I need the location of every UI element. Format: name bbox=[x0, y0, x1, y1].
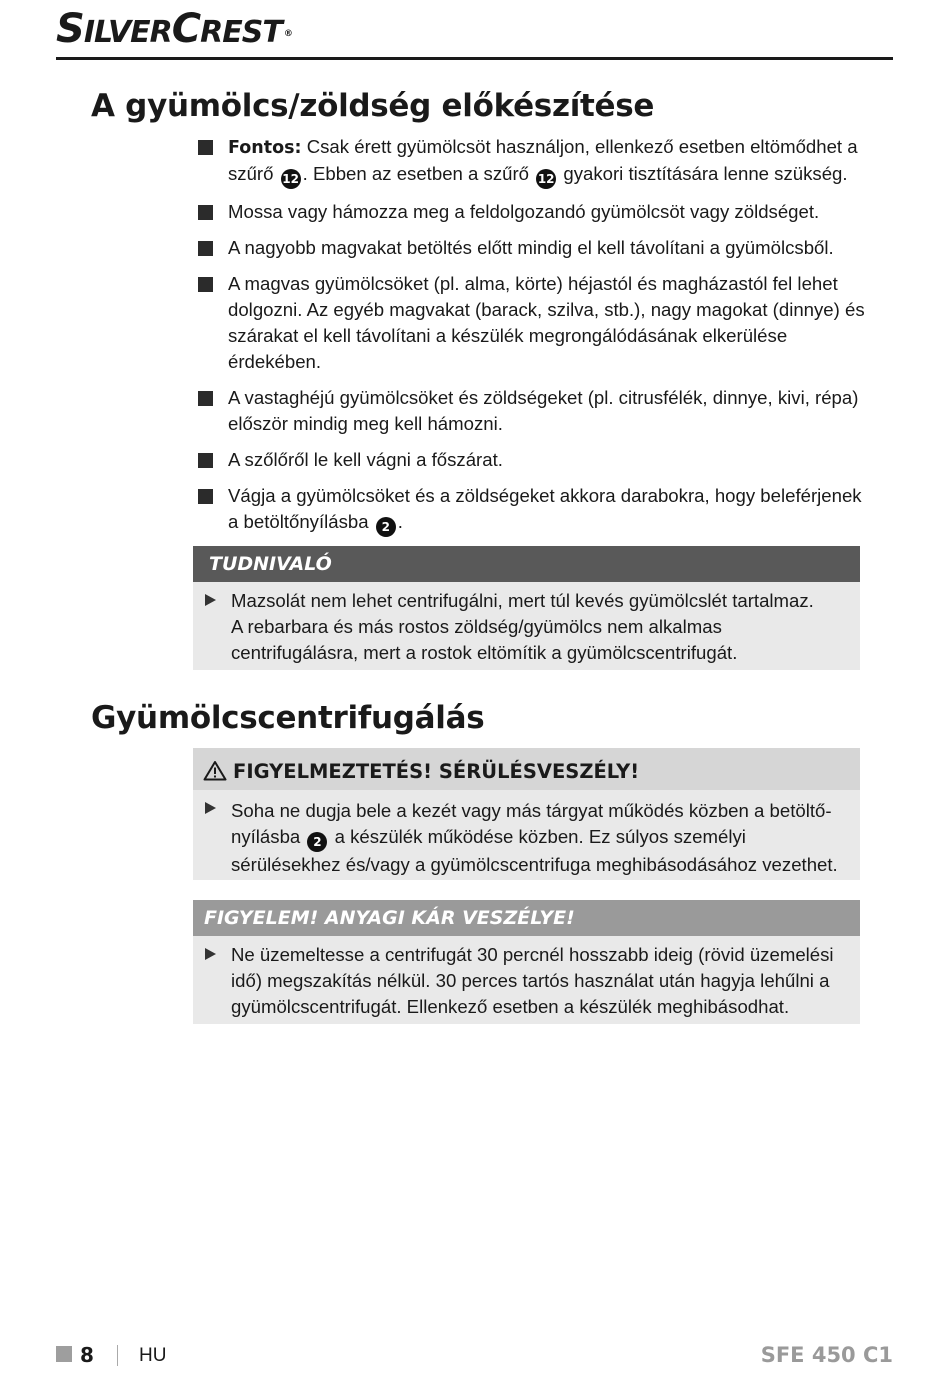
list-item: A szőlőről le kell vágni a főszárat. bbox=[198, 447, 866, 473]
model-number: SFE 450 C1 bbox=[760, 1343, 893, 1367]
warning-box bbox=[193, 748, 860, 880]
bullet-square-icon bbox=[198, 241, 213, 256]
attention-body: Ne üzemeltesse a centrifugát 30 percnél hosszabb ideig (rövid üzemelési idő) megszakítás nélkül. 30 perces tartós használat után hagyja lehűlni a gyümölcscentrifugát. Ellenkező esetben a készülék meghibásodhat. bbox=[193, 936, 860, 1024]
arrow-right-icon bbox=[205, 802, 216, 814]
attention-box bbox=[193, 900, 860, 1024]
list-item: Fontos: Csak érett gyümölcsöt használjon, ellenkező esetben eltömődhet a szűrő 12 . Ebben az esetben a szűrő 12 gyakori tisztítására lenne szükség. bbox=[198, 134, 866, 189]
warning-heading: FIGYELMEZTETÉS! SÉRÜLÉSVESZÉLY! bbox=[193, 748, 860, 790]
arrow-right-icon bbox=[205, 948, 216, 960]
section-title-preparation: A gyümölcs/zöldség előkészítése bbox=[91, 88, 655, 124]
list-item: Vágja a gyümölcsöket és a zöldségeket akkora darabokra, hogy beleférjenek a betöltőnyílásba 2 . bbox=[198, 483, 866, 537]
silvercrest-logo: SILVERCREST ® bbox=[56, 6, 292, 52]
warning-triangle-icon bbox=[203, 760, 227, 781]
language-code: HU bbox=[139, 1345, 167, 1366]
page-footer bbox=[56, 1343, 893, 1369]
part-number-badge: 12 bbox=[281, 169, 301, 189]
part-number-badge: 12 bbox=[536, 169, 556, 189]
arrow-right-icon bbox=[205, 594, 216, 606]
header-rule bbox=[56, 57, 893, 60]
bullet-square-icon bbox=[198, 453, 213, 468]
footer-square-icon bbox=[56, 1346, 72, 1362]
part-number-badge: 2 bbox=[376, 517, 396, 537]
preparation-list bbox=[198, 134, 866, 547]
note-box bbox=[193, 546, 860, 670]
section-title-juicing: Gyümölcscentrifugálás bbox=[91, 700, 485, 736]
page-number: 8 bbox=[80, 1343, 94, 1367]
bullet-square-icon bbox=[198, 489, 213, 504]
bullet-square-icon bbox=[198, 205, 213, 220]
part-number-badge: 2 bbox=[307, 832, 327, 852]
note-body: Mazsolát nem lehet centrifugálni, mert túl kevés gyümölcslét tartalmaz. A rebarbara és más rostos zöldség/gyümölcs nem alkalmas centrifugálásra, mert a rostok eltömítik a gyümölcscentrifugát. bbox=[193, 582, 860, 670]
list-item: A vastaghéjú gyümölcsöket és zöldségeket (pl. citrusfélék, dinnye, kivi, répa) először mindig meg kell hámozni. bbox=[198, 385, 866, 437]
list-item: A nagyobb magvakat betöltés előtt mindig el kell távolítani a gyümölcsből. bbox=[198, 235, 866, 261]
list-item: A magvas gyümölcsöket (pl. alma, körte) héjastól és magházastól fel lehet dolgozni. Az egyéb magvakat (barack, szilva, stb.), nagy magokat (dinnye) és szárakat el kell távolítani a készülék megrongálódásának elkerülése érdekében. bbox=[198, 271, 866, 375]
note-heading: TUDNIVALÓ bbox=[193, 546, 860, 582]
warning-body: Soha ne dugja bele a kezét vagy más tárgyat működés közben a betöltő-nyílásba 2 a készülék működése közben. Ez súlyos személyi sérülésekhez és/vagy a gyümölcscentrifuga meghibásodásához vezethet. bbox=[193, 790, 860, 882]
bullet-square-icon bbox=[198, 391, 213, 406]
list-item: Mossa vagy hámozza meg a feldolgozandó gyümölcsöt vagy zöldséget. bbox=[198, 199, 866, 225]
attention-heading: FIGYELEM! ANYAGI KÁR VESZÉLYE! bbox=[193, 900, 860, 936]
bullet-square-icon bbox=[198, 277, 213, 292]
footer-divider bbox=[117, 1345, 118, 1366]
bullet-square-icon bbox=[198, 140, 213, 155]
